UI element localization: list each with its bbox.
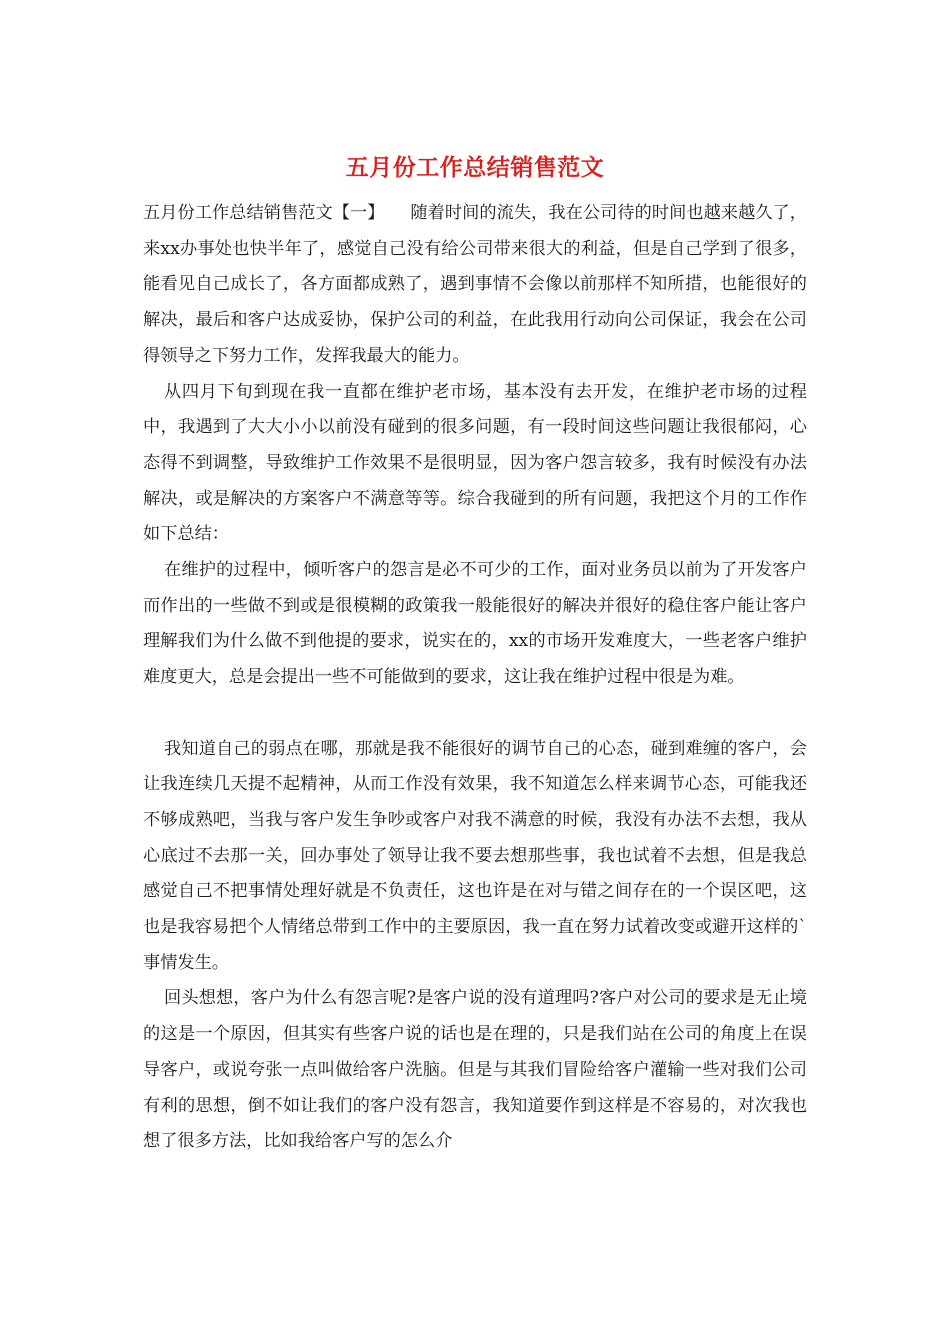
paragraph-4: 我知道自己的弱点在哪，那就是我不能很好的调节自己的心态，碰到难缠的客户，会让我连续几天提不起精神，从而工作没有效果，我不知道怎么样来调节心态，可能我还不够成熟吧，当我与客户发生争吵或客户对我不满意的时候，我没有办法不去想，我从心底过不去那一关，回办事处了领导让我不要去想那些事，我也试着不去想，但是我总感觉自己不把事情处理好就是不负责任，这也许是在对与错之间存在的一个误区吧，这也是我容易把个人情绪总带到工作中的主要原因，我一直在努力试着改变或避开这样的`事情发生。	[143, 738, 807, 973]
paragraph-2: 从四月下旬到现在我一直都在维护老市场，基本没有去开发，在维护老市场的过程中，我遇到了大大小小以前没有碰到的很多问题，有一段时间这些问题让我很郁闷，心态得不到调整，导致维护工作效果不是很明显，因为客户怨言较多，我有时候没有办法解决，或是解决的方案客户不满意等等。综合我碰到的所有问题，我把这个月的工作作如下总结：	[143, 381, 807, 545]
document-body	[143, 196, 807, 1160]
paragraph-1: 五月份工作总结销售范文【一】 随着时间的流失，我在公司待的时间也越来越久了，来xx办事处也快半年了，感觉自己没有给公司带来很大的利益，但是自己学到了很多，能看见自己成长了，各方面都成熟了，遇到事情不会像以前那样不知所措，也能很好的解决，最后和客户达成妥协，保护公司的利益，在此我用行动向公司保证，我会在公司得领导之下努力工作，发挥我最大的能力。	[143, 203, 807, 366]
paragraph-3: 在维护的过程中，倾听客户的怨言是必不可少的工作，面对业务员以前为了开发客户而作出的一些做不到或是很模糊的政策我一般能很好的解决并很好的稳住客户能让客户理解我们为什么做不到他提的要求，说实在的，xx的市场开发难度大，一些老客户维护难度更大，总是会提出一些不可能做到的要求，这让我在维护过程中很是为难。	[143, 560, 807, 688]
paragraph-gap	[143, 696, 807, 732]
paragraph-5: 回头想想，客户为什么有怨言呢?是客户说的没有道理吗?客户对公司的要求是无止境的这是一个原因，但其实有些客户说的话也是在理的，只是我们站在公司的角度上在误导客户，或说夸张一点叫做给客户洗脑。但是与其我们冒险给客户灌输一些对我们公司有利的思想，倒不如让我们的客户没有怨言，我知道要作到这样是不容易的，对次我也想了很多方法，比如我给客户写的怎么介	[143, 988, 807, 1152]
document-title: 五月份工作总结销售范文	[345, 154, 605, 181]
